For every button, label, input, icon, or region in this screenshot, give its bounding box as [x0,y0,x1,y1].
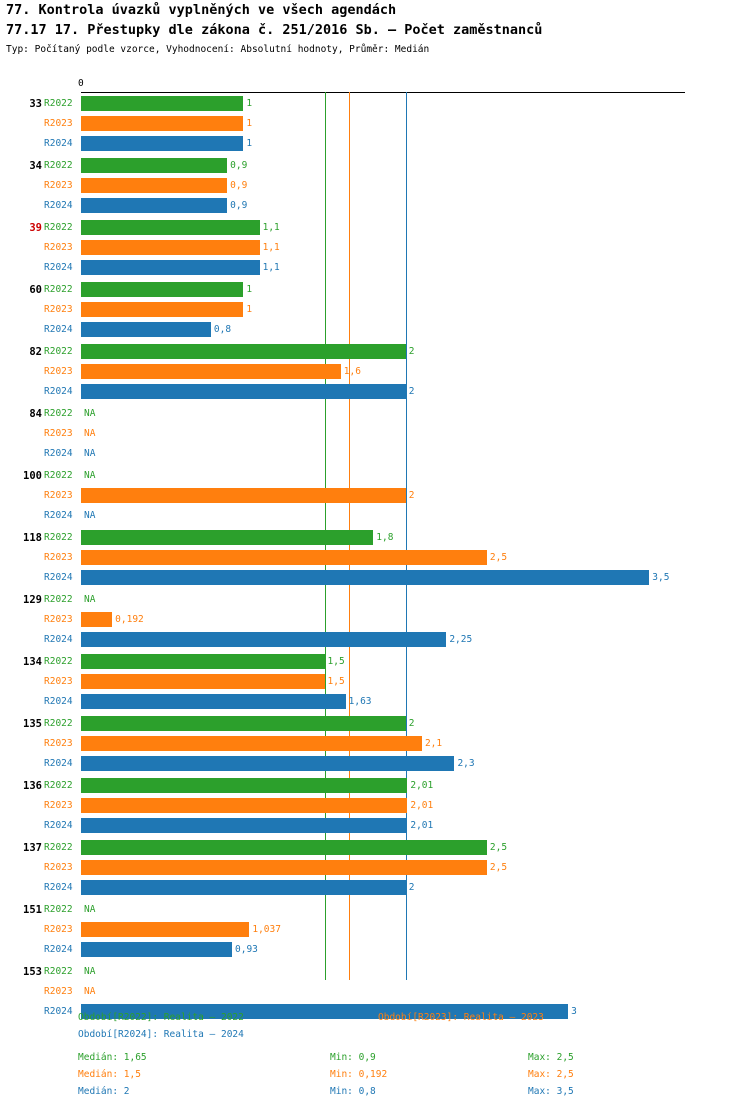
bar-row [0,382,750,402]
chart-subtitle: Typ: Počítaný podle vzorce, Vyhodnocení: Absolutní hodnoty, Průměr: Medián [6,44,430,55]
bar-group [0,714,750,776]
group-label: 34 [29,160,42,172]
bar-value-label: 2,25 [449,634,473,645]
bar-value-label: 0,93 [235,944,258,955]
bar-group [0,590,750,652]
bar-row [0,962,750,982]
bar-value-label: 1,037 [252,924,281,935]
bar-row [0,610,750,630]
bar-value-label: 1 [246,118,253,129]
bar[interactable] [81,178,227,193]
series-label: R2024 [44,386,73,397]
bar-row [0,444,750,464]
bar[interactable] [81,344,406,359]
bar-value-label: 1 [246,284,253,295]
bar-value-label: 0,9 [230,180,248,191]
bar-value-label: 3 [571,1006,577,1017]
chart-title: 77.17 17. Přestupky dle zákona č. 251/2016 Sb. – Počet zaměstnanců [6,22,543,38]
bar-row [0,258,750,278]
bar-na-label: NA [84,408,96,419]
bar[interactable] [81,654,325,669]
bar-value-label: 2 [408,490,415,501]
bar-value-label: 2,01 [410,800,434,811]
bar-value-label: 0,9 [230,160,248,171]
bar-row [0,858,750,878]
bar-group [0,218,750,280]
group-label: 135 [23,718,42,730]
series-label: R2024 [44,448,73,459]
bar-row [0,424,750,444]
series-label: R2023 [44,428,73,439]
series-label: R2024 [44,634,73,645]
bar-row [0,776,750,796]
bar[interactable] [81,778,407,793]
bar-value-label: 1,5 [327,676,345,687]
x-axis-line [81,92,685,93]
bar[interactable] [81,880,406,895]
bar-row [0,900,750,920]
bar-row [0,672,750,692]
bar[interactable] [81,116,243,131]
series-label: R2022 [44,966,73,977]
bar-value-label: 1 [246,138,253,149]
bar-group [0,652,750,714]
group-label: 134 [23,656,42,668]
series-label: R2022 [44,718,73,729]
series-label: R2023 [44,986,73,997]
series-label: R2024 [44,758,73,769]
series-label: R2024 [44,324,73,335]
bar-row [0,982,750,1002]
bar-group [0,776,750,838]
bar-row [0,630,750,650]
bar-value-label: 1,5 [327,656,345,667]
axis-zero-label: 0 [78,78,84,89]
series-label: R2022 [44,780,73,791]
legend-stat-max: Max: 3,5 [528,1086,574,1097]
series-label: R2023 [44,800,73,811]
bar-value-label: 1,1 [262,242,280,253]
bar-value-label: 2,01 [410,780,434,791]
legend-stat-min: Min: 0,192 [330,1069,388,1080]
series-label: R2024 [44,510,73,521]
bar-row [0,920,750,940]
bar[interactable] [81,840,487,855]
bar-row [0,528,750,548]
bar-value-label: 1,6 [343,366,361,377]
legend-stat-max: Max: 2,5 [528,1052,574,1063]
bar-value-label: 2,5 [489,552,508,563]
bar[interactable] [81,818,407,833]
bar[interactable] [81,942,232,957]
bar[interactable] [81,632,446,647]
series-label: R2022 [44,656,73,667]
series-label: R2024 [44,696,73,707]
series-label: R2023 [44,614,73,625]
series-label: R2023 [44,738,73,749]
bar-value-label: 2 [408,718,415,729]
legend-stat-min: Min: 0,9 [330,1052,376,1063]
group-label: 129 [23,594,42,606]
bar[interactable] [81,736,422,751]
bar-value-label: 1 [246,304,253,315]
bar-group [0,466,750,528]
chart-plot-area [0,74,750,1017]
bar-na-label: NA [84,448,96,459]
bar[interactable] [81,860,487,875]
bar-row [0,796,750,816]
bar-row [0,280,750,300]
bar[interactable] [81,136,243,151]
bar-row [0,196,750,216]
group-label: 136 [23,780,42,792]
series-label: R2024 [44,138,73,149]
bar[interactable] [81,96,243,111]
group-label: 84 [29,408,42,420]
bar-value-label: 2,5 [489,842,508,853]
bar-row [0,300,750,320]
bar-row [0,734,750,754]
bar-row [0,486,750,506]
series-label: R2022 [44,470,73,481]
bar-na-label: NA [84,594,96,605]
bar-group [0,838,750,900]
bar[interactable] [81,364,341,379]
series-label: R2023 [44,924,73,935]
bar[interactable] [81,322,211,337]
bar-group [0,94,750,156]
bar-row [0,134,750,154]
bar-row [0,548,750,568]
bar-na-label: NA [84,470,96,481]
bar-value-label: 0,8 [213,324,232,335]
bar-na-label: NA [84,904,96,915]
series-label: R2022 [44,594,73,605]
bar-row [0,506,750,526]
series-label: R2022 [44,98,73,109]
series-label: R2022 [44,904,73,915]
bar[interactable] [81,716,406,731]
bar-value-label: 2 [408,346,415,357]
bar-row [0,320,750,340]
bar-row [0,590,750,610]
series-label: R2022 [44,346,73,357]
bar-row [0,714,750,734]
bar-row [0,342,750,362]
legend-stat-max: Max: 2,5 [528,1069,574,1080]
bar-value-label: 2 [408,386,415,397]
bar-value-label: 2,3 [457,758,475,769]
bar-row [0,176,750,196]
group-label: 137 [23,842,42,854]
bar-row [0,238,750,258]
series-label: R2023 [44,490,73,501]
bar-value-label: 2,1 [424,738,443,749]
bar[interactable] [81,530,373,545]
legend-entry: Období[R2022]: Realita – 2022 [78,1012,244,1023]
group-label: 33 [29,98,42,110]
group-label: 153 [23,966,42,978]
series-label: R2022 [44,532,73,543]
bar-row [0,816,750,836]
series-label: R2023 [44,676,73,687]
bar[interactable] [81,240,260,255]
bar-na-label: NA [84,428,96,439]
series-label: R2024 [44,262,73,273]
series-label: R2023 [44,242,73,253]
bar-row [0,156,750,176]
bar-na-label: NA [84,986,96,997]
bar-group [0,156,750,218]
series-label: R2024 [44,1006,73,1017]
bar[interactable] [81,550,487,565]
bar-value-label: 0,9 [230,200,248,211]
bar[interactable] [81,220,260,235]
bar-row [0,362,750,382]
bar-row [0,94,750,114]
bar[interactable] [81,198,227,213]
series-label: R2024 [44,820,73,831]
series-label: R2022 [44,842,73,853]
bar[interactable] [81,674,325,689]
bar[interactable] [81,260,260,275]
series-label: R2023 [44,118,73,129]
bar-na-label: NA [84,966,96,977]
bar-value-label: 1,1 [262,222,280,233]
group-label: 151 [23,904,42,916]
bar[interactable] [81,798,407,813]
bar-value-label: 2,5 [489,862,508,873]
bar-row [0,940,750,960]
series-label: R2024 [44,882,73,893]
bar[interactable] [81,384,406,399]
group-label: 60 [29,284,42,296]
bar-row [0,218,750,238]
series-label: R2023 [44,180,73,191]
bar-group [0,404,750,466]
series-label: R2023 [44,552,73,563]
bar-row [0,838,750,858]
bar-value-label: 2 [408,882,415,893]
legend-stat-median: Medián: 1,65 [78,1052,147,1063]
bar-group [0,342,750,404]
page-title: 77. Kontrola úvazků vyplněných ve všech agendách [6,2,397,18]
bar-value-label: 1 [246,98,253,109]
bar[interactable] [81,922,249,937]
series-label: R2024 [44,944,73,955]
bar[interactable] [81,612,112,627]
bar[interactable] [81,488,406,503]
bar-row [0,692,750,712]
bar[interactable] [81,694,346,709]
series-label: R2024 [44,200,73,211]
legend-stat-min: Min: 0,8 [330,1086,376,1097]
series-label: R2023 [44,304,73,315]
series-label: R2022 [44,284,73,295]
series-label: R2022 [44,222,73,233]
bar[interactable] [81,570,649,585]
bar-value-label: 1,1 [262,262,280,273]
group-label: 39 [29,222,42,234]
bar[interactable] [81,302,243,317]
bar-group [0,280,750,342]
bar-row [0,652,750,672]
bar[interactable] [81,282,243,297]
bar-value-label: 1,8 [376,532,394,543]
bar-row [0,878,750,898]
series-label: R2023 [44,862,73,873]
legend-entry: Období[R2023]: Realita – 2023 [378,1012,544,1023]
bar-value-label: 1,63 [348,696,372,707]
bar-group [0,528,750,590]
bar-row [0,114,750,134]
bar-row [0,466,750,486]
bar-na-label: NA [84,510,96,521]
series-label: R2023 [44,366,73,377]
group-label: 100 [23,470,42,482]
series-label: R2022 [44,160,73,171]
legend-stat-median: Medián: 1,5 [78,1069,141,1080]
bar-value-label: 2,01 [410,820,434,831]
bar[interactable] [81,158,227,173]
bar-value-label: 3,5 [652,572,670,583]
legend-stat-median: Medián: 2 [78,1086,130,1097]
series-label: R2022 [44,408,73,419]
bar-value-label: 0,192 [115,614,144,625]
bar-group [0,900,750,962]
bar-row [0,404,750,424]
series-label: R2024 [44,572,73,583]
bar-row [0,754,750,774]
legend-entry: Období[R2024]: Realita – 2024 [78,1029,244,1040]
bar-row [0,568,750,588]
group-label: 118 [23,532,42,544]
bar[interactable] [81,756,454,771]
group-label: 82 [29,346,42,358]
